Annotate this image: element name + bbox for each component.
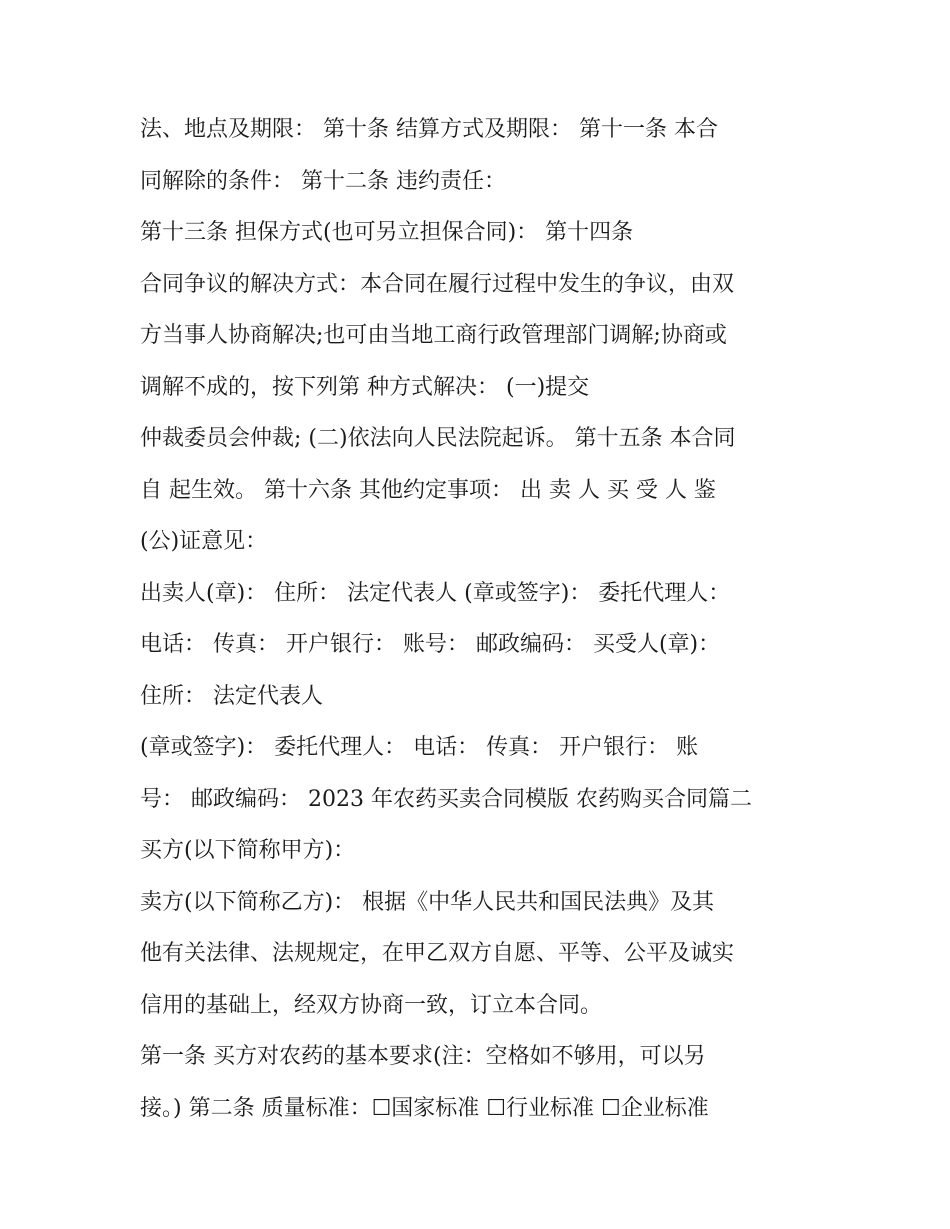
text-line: 法、地点及期限： 第十条 结算方式及期限： 第十一条 本合	[140, 117, 718, 142]
text-line: 调解不成的，按下列第 种方式解决： (一)提交	[140, 374, 590, 400]
document-body	[140, 104, 820, 1134]
text-line: 号： 邮政编码： 2023 年农药买卖合同模版 农药购买合同篇二	[140, 786, 752, 812]
text-line: 出卖人(章)： 住所： 法定代表人 (章或签字)： 委托代理人：	[140, 580, 731, 606]
text-line: 自 起生效。 第十六条 其他约定事项： 出 卖 人 买 受 人 鉴	[140, 477, 716, 503]
text-line: 第十三条 担保方式(也可另立担保合同)： 第十四条	[140, 220, 634, 245]
text-line: 卖方(以下简称乙方)： 根据《中华人民共和国民法典》及其	[140, 889, 715, 915]
text-line: 合同争议的解决方式：本合同在履行过程中发生的争议，由双	[140, 271, 735, 297]
text-line: 电话： 传真： 开户银行： 账号： 邮政编码： 买受人(章)：	[140, 632, 721, 657]
text-line: 同解除的条件： 第十二条 违约责任：	[140, 168, 506, 194]
text-line: 信用的基础上，经双方协商一致，订立本合同。	[140, 992, 603, 1018]
text-line: (章或签字)： 委托代理人： 电话： 传真： 开户银行： 账	[140, 735, 699, 760]
text-line: 接。) 第二条 质量标准：☐国家标准 ☐行业标准 ☐企业标准	[140, 1095, 709, 1121]
text-line: (公)证意见：	[140, 529, 268, 554]
text-line: 他有关法律、法规规定，在甲乙双方自愿、平等、公平及诚实	[140, 941, 735, 966]
text-line: 住所： 法定代表人	[140, 683, 323, 709]
text-line: 买方(以下简称甲方)：	[140, 838, 356, 863]
text-line: 仲裁委员会仲裁; (二)依法向人民法院起诉。 第十五条 本合同	[140, 426, 736, 451]
text-line: 第一条 买方对农药的基本要求(注：空格如不够用，可以另	[140, 1044, 706, 1069]
text-line: 方当事人协商解决;也可由当地工商行政管理部门调解;协商或	[140, 323, 727, 348]
